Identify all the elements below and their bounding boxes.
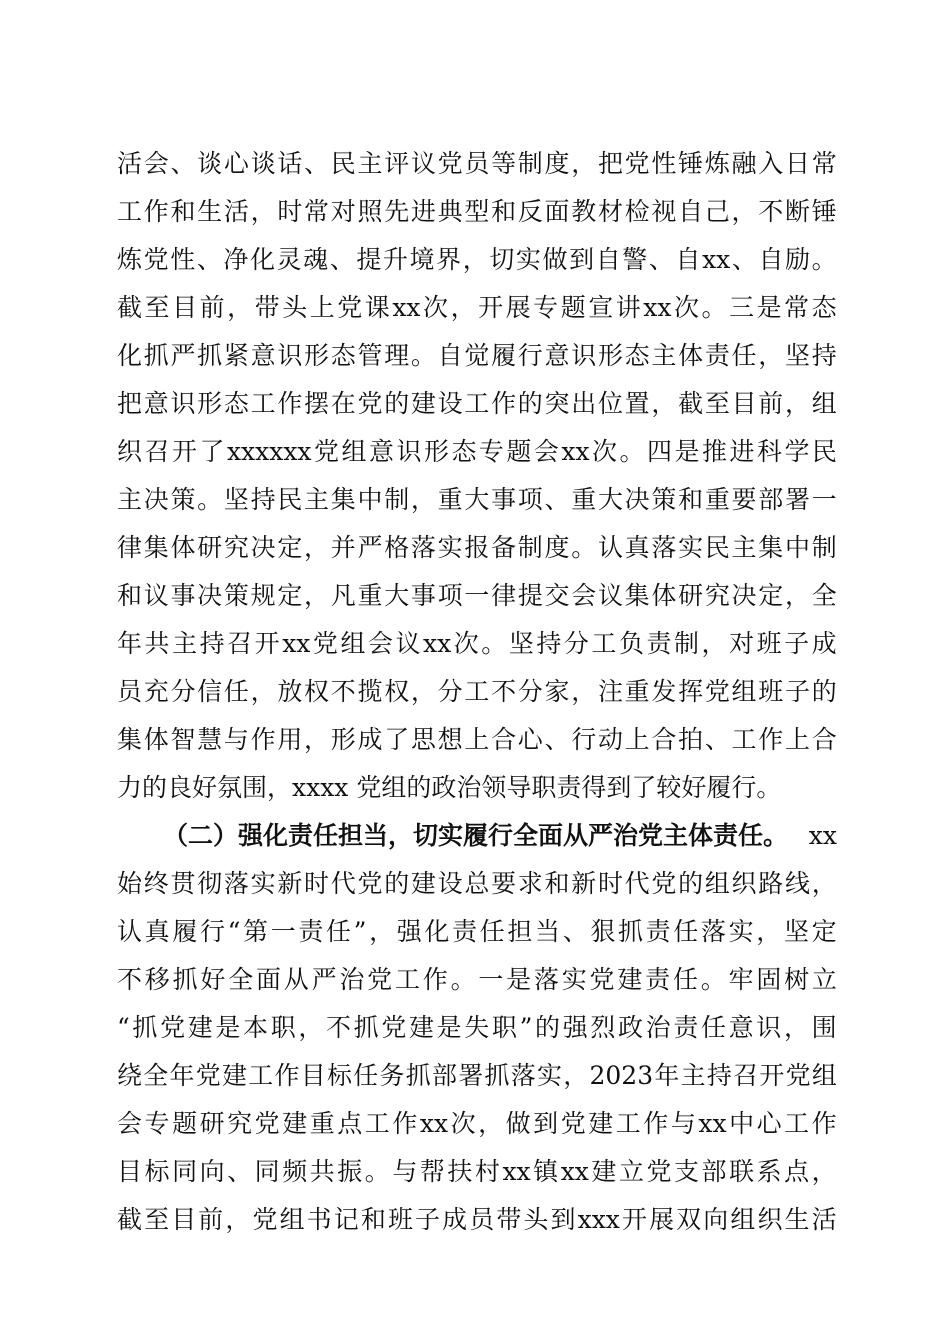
text-line: 织 召 开 了 xxxxxx 党 组 意 识 形 态 专 题 会 xx 次 。 四 是 推 进 科 学 民 <box>117 437 837 466</box>
text-line: 化 抓 严 抓 紧 意 识 形 态 管 理 。 自 觉 履 行 意 识 形 态 主 体 责 任 ， 坚 持 <box>117 341 837 370</box>
section-heading: （二）强化责任担当，切实履行全面从严治党主体责任。 <box>163 821 789 850</box>
text-line: 员 充 分 信 任 ， 放 权 不 揽 权 ， 分 工 不 分 家 ， 注 重 发 挥 党 组 班 子 的 <box>117 677 837 706</box>
body-text <box>117 140 837 1244</box>
text-line: 年 共 主 持 召 开 xx 党 组 会 议 xx 次 。 坚 持 分 工 负 责 制 ， 对 班 子 成 <box>117 629 837 658</box>
text-line: 目 标 同 向 、 同 频 共 振 。 与 帮 扶 村 xx 镇 xx 建 立 党 支 部 联 系 点 ， <box>117 1157 837 1186</box>
text-line: 截 至 目 前 ， 带 头 上 党 课 xx 次 ， 开 展 专 题 宣 讲 xx 次 。 三 是 常 态 <box>117 293 837 322</box>
text-line: 认 真 履 行 “ 第 一 责 任 ” ， 强 化 责 任 担 当 、 狠 抓 责 任 落 实 ， 坚 定 <box>117 917 837 946</box>
section-heading-line <box>117 812 837 860</box>
text-line: 律 集 体 研 究 决 定 ， 并 严 格 落 实 报 备 制 度 。 认 真 落 实 民 主 集 中 制 <box>117 533 837 562</box>
text-line: 和 议 事 决 策 规 定 ， 凡 重 大 事 项 一 律 提 交 会 议 集 体 研 究 决 定 ， 全 <box>117 581 837 610</box>
text-line: 工 作 和 生 活 ， 时 常 对 照 先 进 典 型 和 反 面 教 材 检 视 自 己 ， 不 断 锤 <box>117 197 837 226</box>
text-line: 主 决 策 。 坚 持 民 主 集 中 制 ， 重 大 事 项 、 重 大 决 策 和 重 要 部 署 一 <box>117 485 837 514</box>
text-line: “ 抓 党 建 是 本 职 ， 不 抓 党 建 是 失 职 ” 的 强 烈 政 治 责 任 意 识 ， 围 <box>117 1013 837 1042</box>
text-line: 力的良好氛围，xxxx 党组的政治领导职责得到了较好履行。 <box>117 773 782 802</box>
section-heading-tail: xx <box>808 821 837 850</box>
text-line: 把 意 识 形 态 工 作 摆 在 党 的 建 设 工 作 的 突 出 位 置 ， 截 至 目 前 ， 组 <box>117 389 837 418</box>
text-line: 会 专 题 研 究 党 建 重 点 工 作 xx 次 ， 做 到 党 建 工 作 与 xx 中 心 工 作 <box>117 1109 837 1138</box>
text-line: 活 会 、 谈 心 谈 话 、 民 主 评 议 党 员 等 制 度 ， 把 党 性 锤 炼 融 入 日 常 <box>117 149 837 178</box>
text-line: 始 终 贯 彻 落 实 新 时 代 党 的 建 设 总 要 求 和 新 时 代 党 的 组 织 路 线 ， <box>117 869 837 898</box>
text-line: 绕 全 年 党 建 工 作 目 标 任 务 抓 部 署 抓 落 实 ， 2023 年 主 持 召 开 党 组 <box>117 1061 837 1090</box>
text-line: 炼 党 性 、 净 化 灵 魂 、 提 升 境 界 ， 切 实 做 到 自 警 、 自 xx 、 自 励 。 <box>117 245 837 274</box>
text-line: 集 体 智 慧 与 作 用 ， 形 成 了 思 想 上 合 心 、 行 动 上 合 拍 、 工 作 上 合 <box>117 725 837 754</box>
text-line: 不 移 抓 好 全 面 从 严 治 党 工 作 。 一 是 落 实 党 建 责 任 。 牢 固 树 立 <box>117 965 837 994</box>
text-line: 截 至 目 前 ， 党 组 书 记 和 班 子 成 员 带 头 到 xxx 开 展 双 向 组 织 生 活 <box>117 1205 837 1234</box>
